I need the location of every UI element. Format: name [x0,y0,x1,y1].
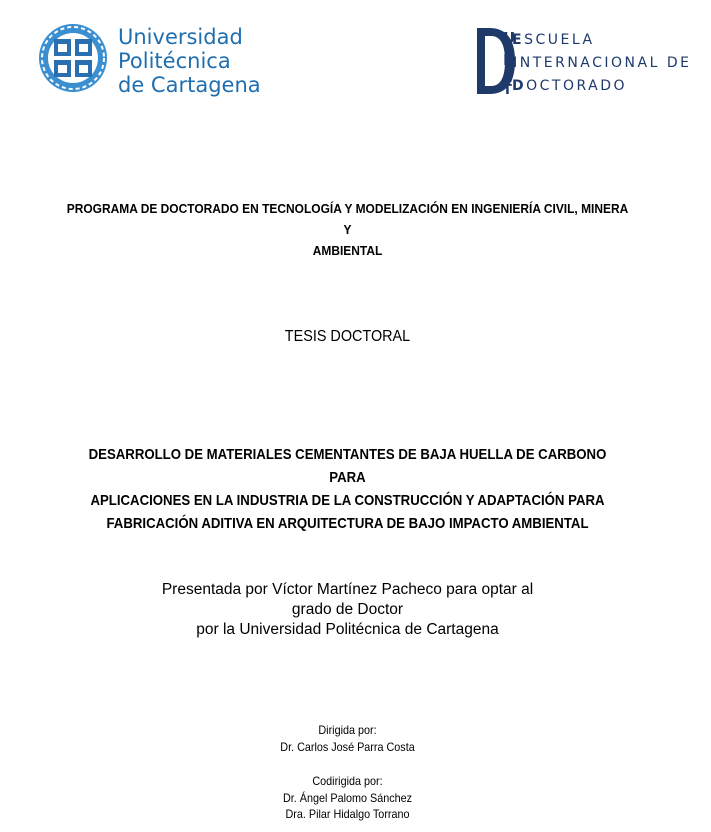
upct-logo [38,23,268,99]
upct-emblem-icon [38,23,108,93]
directed-label: Dirigida por: [318,723,377,737]
acronym-letter-c: C [503,71,513,86]
director-name: Dr. Carlos José Parra Costa [280,739,415,754]
acronym-letter-t: T [503,83,512,96]
codirected-label: Codirigida por: [312,774,383,788]
university-name-line-1: Universidad [118,25,243,49]
spacer [71,755,625,773]
presentation-statement [40,580,655,640]
school-name [512,29,691,98]
document-type: TESIS DOCTORAL [284,328,411,345]
title-line-2: APLICACIONES EN LA INDUSTRIA DE LA CONSTRUCCIÓN Y ADAPTACIÓN PARA [90,492,605,509]
doctoral-program [65,198,631,261]
codirector-name-2: Dra. Pilar Hidalgo Torrano [285,807,410,821]
presentation-line-2: grado de Doctor [291,601,404,618]
supervision-block [71,722,625,823]
school-name-line-1: ESCUELA [512,32,595,48]
acronym-letter-u: U [503,29,516,47]
university-name [118,25,261,97]
eid-logo [471,26,701,98]
thesis-title [77,443,618,535]
presentation-line-3: por la Universidad Politécnica de Cartagena [196,621,499,638]
title-line-1: DESARROLLO DE MATERIALES CEMENTANTES DE BAJA HUELLA DE CARBONO PARA [88,446,607,486]
school-name-line-3: DOCTORADO [512,78,628,94]
presentation-line-1: Presentada por Víctor Martínez Pacheco para optar al [161,581,534,598]
program-line-1: PROGRAMA DE DOCTORADO EN TECNOLOGÍA Y MODELIZACIÓN EN INGENIERÍA CIVIL, MINERA Y [66,201,629,237]
school-name-line-2: INTERNACIONAL DE [512,55,692,71]
title-line-3: FABRICACIÓN ADITIVA EN ARQUITECTURA DE BAJO IMPACTO AMBIENTAL [106,515,589,532]
university-name-line-2: Politécnica [118,49,231,73]
codirector-name-1: Dr. Ángel Palomo Sánchez [282,790,413,805]
program-line-2: AMBIENTAL [312,243,383,258]
university-name-line-3: de Cartagena [118,73,261,97]
acronym-letter-p: P [503,51,514,69]
